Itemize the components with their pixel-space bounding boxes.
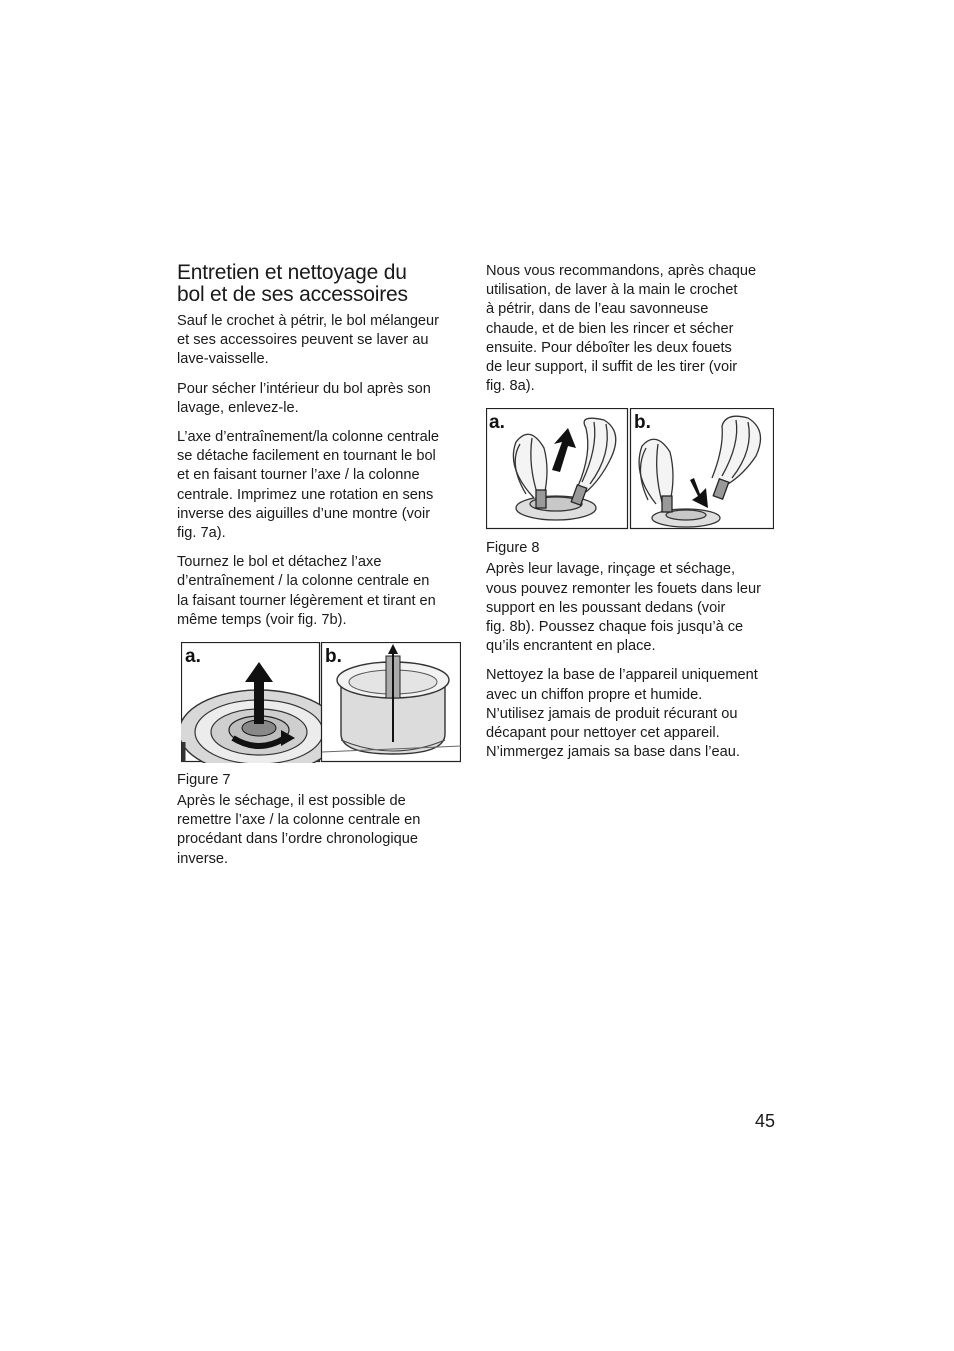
paragraph-clean-base: Nettoyez la base de l’appareil uniquement avec un chiffon propre et humide. N’utilisez jamais de produit récurant ou décapant pour nettoyer cet appareil. N’immergez jamais sa base dans l’eau. bbox=[486, 667, 758, 761]
paragraph-hand-wash: Nous vous recommandons, après chaque utilisation, de laver à la main le crochet à pétrir, dans de l’eau savonneuse chaude, et de bien les rincer et sécher ensuite. Pour déboîter les deux fouets de leur support, il suffit de les tirer (voir fig. 8a). bbox=[486, 263, 757, 395]
paragraph-axis-detach: L’axe d’entraînement/la colonne centrale se détache facilement en tournant le bol et en faisant tourner l’axe / la colonne centrale. Imprimez une rotation en sens inverse des aiguilles d’une montre (voir fig. 7a). bbox=[177, 429, 440, 542]
heading-line-2: bol et de ses accessoires bbox=[177, 283, 408, 306]
figure-8-illustration bbox=[486, 408, 781, 530]
heading-line-1: Entretien et nettoyage du bbox=[177, 261, 407, 284]
figure-7a-label: a. bbox=[185, 646, 201, 668]
figure-7-svg bbox=[181, 642, 461, 763]
left-column bbox=[177, 262, 467, 879]
paragraph-dishwasher: Sauf le crochet à pétrir, le bol mélangeur et ses accessoires peuvent se laver au lave-vaisselle. bbox=[177, 313, 440, 368]
right-column bbox=[486, 262, 781, 772]
figure-7-illustration bbox=[181, 642, 467, 763]
paragraph-reassemble-whisks: Après leur lavage, rinçage et séchage, vous pouvez remonter les fouets dans leur support en les poussant dedans (voir fig. 8b). Poussez chaque fois jusqu’à ce qu’ils encrantent en place. bbox=[486, 561, 762, 655]
figure-7-caption: Figure 7 bbox=[177, 772, 231, 789]
paragraph-reassemble: Après le séchage, il est possible de remettre l’axe / la colonne centrale en procédant dans l’ordre chronologique inverse. bbox=[177, 793, 421, 867]
figure-8-caption: Figure 8 bbox=[486, 540, 540, 557]
paragraph-drying: Pour sécher l’intérieur du bol après son lavage, enlevez-le. bbox=[177, 380, 431, 416]
figure-8a-label: a. bbox=[489, 412, 505, 434]
paragraph-turn-bowl: Tournez le bol et détachez l’axe d’entraînement / la colonne centrale en la faisant tourner légèrement et tirant en même temps (voir fig. 7b). bbox=[177, 554, 436, 628]
figure-8-svg bbox=[486, 408, 774, 530]
figure-7b-label: b. bbox=[325, 646, 342, 668]
figure-8b-label: b. bbox=[634, 412, 651, 434]
page-number: 45 bbox=[755, 1111, 776, 1131]
section-heading bbox=[177, 262, 467, 306]
